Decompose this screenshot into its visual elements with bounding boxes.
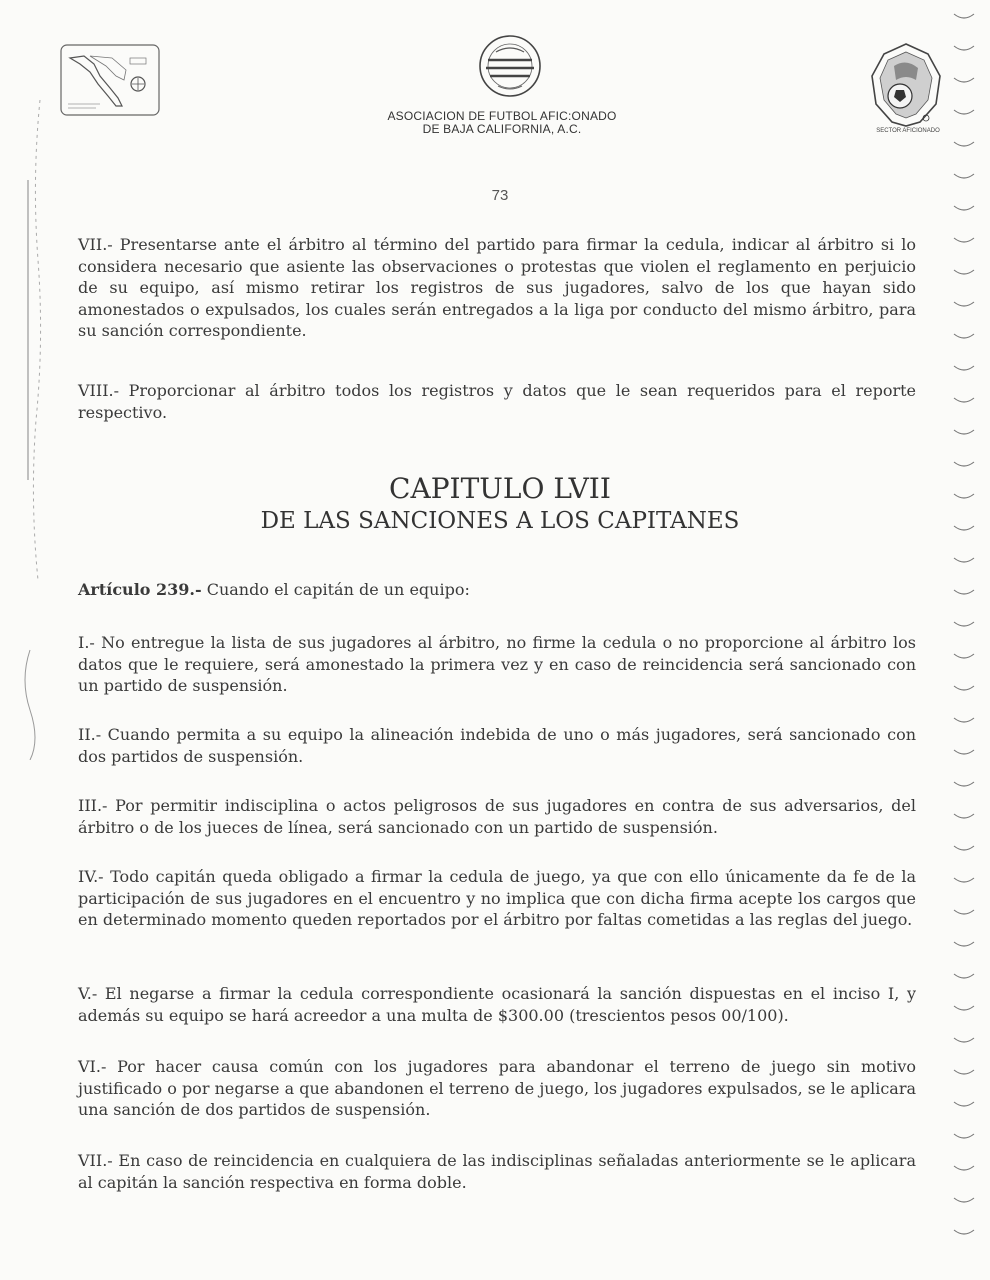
article-item-i: I.- No entregue la lista de sus jugadores al árbitro, no firme la cedula o no proporcione al árbitro los datos que le requiere, será amonestado la primera vez y en caso de reincidencia será sancionado con un partido de suspensión.: [78, 633, 916, 695]
article-item-vii: VII.- En caso de reincidencia en cualquiera de las indisciplinas señaladas anteriormente se le aplicara al capitán la sanción respectiva en forma doble.: [78, 1151, 916, 1192]
article-lead: Cuando el capitán de un equipo:: [201, 580, 470, 599]
article-heading: [78, 580, 470, 599]
association-logo: [470, 30, 550, 102]
chapter-title: CAPITULO LVII: [389, 472, 611, 505]
left-binding-marks: [18, 60, 48, 760]
binding-edge-marks: [950, 0, 978, 1280]
article-item-vi: VI.- Por hacer causa común con los jugadores para abandonar el terreno de juego sin motivo justificado o por negarse a que abandonen el terreno de juego, los jugadores expulsados, se le aplicara una sanción de dos partidos de suspensión.: [78, 1057, 916, 1119]
seal-caption: SECTOR AFICIONADO: [876, 128, 940, 134]
association-line-1: ASOCIACION DE FUTBOL AFIC:ONADO: [387, 109, 617, 123]
association-line-2: DE BAJA CALIFORNIA, A.C.: [422, 122, 582, 136]
chapter-subtitle: DE LAS SANCIONES A LOS CAPITANES: [260, 508, 740, 534]
mexican-football-federation-seal: [866, 40, 946, 132]
item-viii-provide-records: VIII.- Proporcionar al árbitro todos los registros y datos que le sean requeridos para el reporte respectivo.: [78, 381, 916, 422]
article-item-iv: IV.- Todo capitán queda obligado a firmar la cedula de juego, ya que con ello únicamente da fe de la participación de sus jugadores en el encuentro y no implica que con dicha firma acepte los cargos que en determinado momento queden reportados por el árbitro por faltas cometidas a las reglas del juego.: [78, 867, 916, 929]
article-item-iii: III.- Por permitir indisciplina o actos peligrosos de sus jugadores en contra de sus adversarios, del árbitro o de los jueces de línea, será sancionado con un partido de suspensión.: [78, 796, 916, 837]
article-item-ii: II.- Cuando permita a su equipo la alineación indebida de uno o más jugadores, será sancionado con dos partidos de suspensión.: [78, 725, 916, 766]
association-name: [352, 110, 652, 136]
article-label: Artículo 239.-: [78, 580, 202, 599]
baja-california-map-logo: [60, 44, 160, 116]
item-vii-present-to-referee: VII.- Presentarse ante el árbitro al término del partido para firmar la cedula, indicar al árbitro si lo considera necesario que asiente las observaciones o protestas que violen el reglamento en perjuicio de su equipo, así mismo retirar los registros de sus jugadores, salvo de los que hayan sido amonestados o expulsados, los cuales serán entregados a la liga por conducto del mismo árbitro, para su sanción correspondiente.: [78, 235, 916, 340]
article-item-v: V.- El negarse a firmar la cedula correspondiente ocasionará la sanción dispuestas en el inciso I, y además su equipo se hará acreedor a una multa de $300.00 (trescientos pesos 00/100).: [78, 984, 916, 1025]
page-number: 73: [491, 187, 509, 204]
